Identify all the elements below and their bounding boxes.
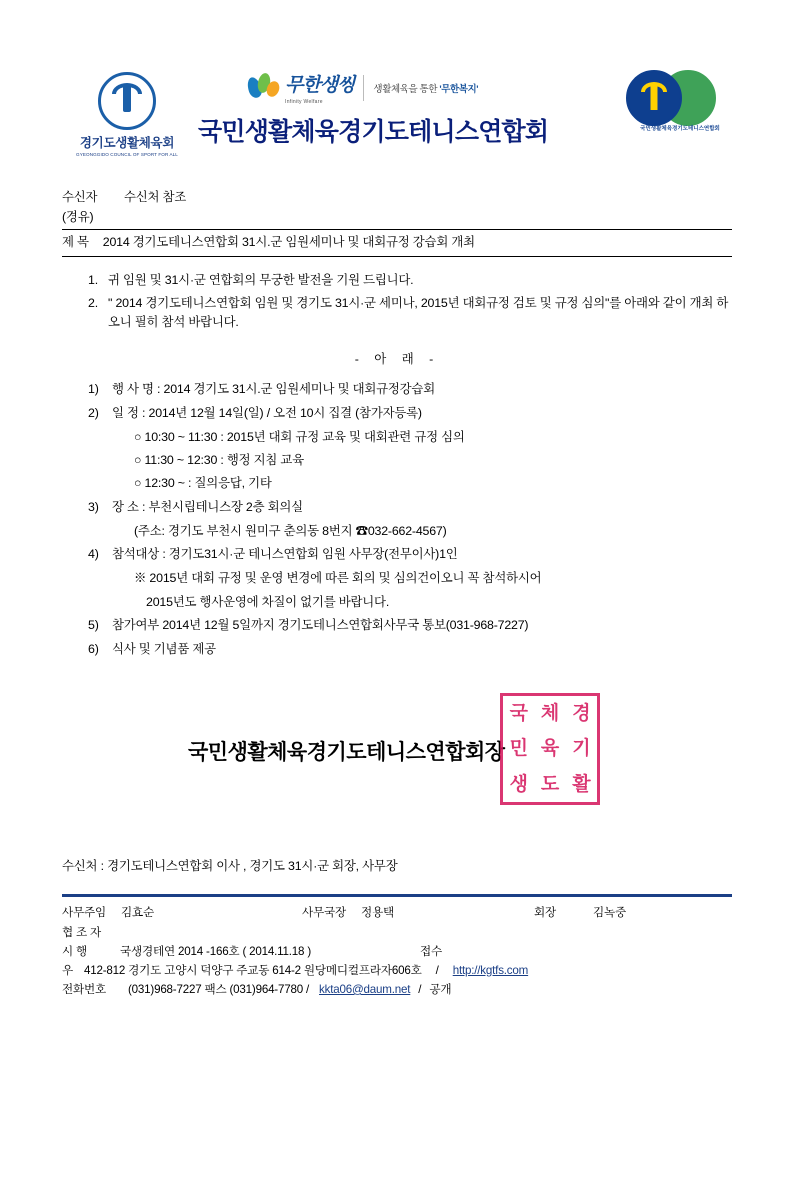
signature-block [62, 693, 732, 813]
council-name-en: GYEONGGIDO COUNCIL OF SPORT FOR ALL [76, 152, 178, 157]
official-seal-icon [500, 693, 600, 805]
detail-number: 1) [88, 381, 99, 396]
gyeonggi-council-logo [62, 72, 192, 157]
numbered-items [62, 271, 732, 333]
document-page [0, 60, 794, 1183]
subject-label: 제 목 [62, 235, 89, 250]
numbered-item [88, 294, 732, 332]
notice-line-2: 2015년도 행사운영에 차질이 없기를 바랍니다. [146, 594, 390, 609]
footer-value-clerk: 김효순 [121, 906, 155, 920]
swoosh-icon [248, 73, 282, 103]
item-number: 2. [88, 295, 98, 310]
item-text: 귀 임원 및 31시·군 연합회의 무궁한 발전을 기원 드립니다. [108, 272, 414, 287]
via-label: (경유) [62, 210, 94, 225]
footer-row-address [62, 961, 732, 980]
seal-char: 도 [540, 772, 560, 795]
seal-char: 육 [540, 737, 560, 760]
footer-label-president: 회장 [534, 906, 556, 920]
vertical-divider [363, 75, 364, 101]
detail-text: 참가여부 2014년 12월 5일까지 경기도테니스연합회사무국 통보(031-968-7227) [112, 617, 529, 632]
list-item [88, 404, 732, 423]
brand-name-en: Infinity Welfare [285, 99, 323, 105]
schedule-line: ○ 10:30 ~ 11:30 : 2015년 대회 규정 교육 및 대회관련 규정 심의 [134, 429, 465, 444]
list-item [88, 498, 732, 517]
detail-number: 3) [88, 499, 99, 514]
footer-cell [302, 903, 534, 922]
footer-label-issue: 시 행 [62, 944, 88, 958]
schedule-line: ○ 12:30 ~ : 질의응답, 기타 [134, 476, 272, 491]
footer-row-staff [62, 903, 732, 922]
footer-value-phone: (031)968-7227 팩스 (031)964-7780 / [128, 982, 310, 996]
tennis-federation-logo [626, 66, 734, 132]
document-footer [62, 894, 732, 999]
federation-logo-caption: 국민생활체육경기도테니스연합회 [640, 126, 720, 132]
seal-char: 기 [572, 737, 591, 760]
arae-header: - 아 래 - [354, 352, 440, 367]
subject-value: 2014 경기도테니스연합회 31시.군 임원세미나 및 대회규정 강습회 개최 [102, 235, 475, 250]
footer-label-cooperator: 협 조 자 [62, 925, 102, 939]
recipient-label: 수신자 [62, 190, 98, 204]
brand-tagline [373, 81, 478, 95]
item-number: 1. [88, 272, 98, 287]
seal-char: 체 [540, 702, 560, 725]
footer-value-director: 정용택 [361, 906, 395, 920]
recipients-line [62, 857, 732, 876]
recipients-label: 수신처 [62, 859, 98, 874]
detail-text: 식사 및 기념품 제공 [112, 641, 216, 656]
document-header [0, 60, 794, 160]
council-name-kr: 경기도생활체육회 [79, 136, 175, 150]
schedule-line: ○ 11:30 ~ 12:30 : 행정 지침 교육 [134, 453, 304, 468]
signature-text: 국민생활체육경기도테니스연합회장 [188, 741, 505, 765]
federation-blue-circle-icon [626, 70, 682, 126]
detail-number: 5) [88, 617, 99, 632]
footer-disclosure: 공개 [429, 982, 452, 996]
footer-cell [534, 903, 732, 922]
item-text: " 2014 경기도테니스연합회 임원 및 경기도 31시·군 세미나, 2015년 대회규정 검토 및 규정 심의"를 아래와 같이 개최 하오니 필히 참석 바랍니다. [108, 295, 729, 330]
tagline-prefix: 생활체육을 통한 [373, 83, 440, 95]
numbered-item [88, 271, 732, 290]
document-body [62, 188, 732, 876]
brand-name-kr: 무한생씽 [285, 75, 355, 96]
subject-row [62, 229, 732, 256]
list-item [88, 616, 732, 635]
footer-label-clerk: 사무주임 [62, 906, 106, 920]
footer-row-contact [62, 980, 732, 999]
venue-address: (주소: 경기도 부천시 원미구 춘의동 8번지 ☎032-662-4567) [134, 523, 447, 538]
footer-value-president: 김녹중 [593, 906, 627, 920]
footer-slash: / [435, 963, 439, 977]
footer-cell [62, 903, 302, 922]
detail-list [88, 380, 732, 660]
recipients-value: 경기도테니스연합회 이사 , 경기도 31시·군 회장, 사무장 [107, 859, 398, 874]
recipients-separator: : [100, 859, 108, 874]
email-link[interactable]: kkta06@daum.net [319, 982, 411, 996]
seal-char: 활 [572, 772, 591, 795]
footer-row-cooperator [62, 923, 732, 942]
seal-char: 국 [509, 702, 528, 725]
footer-value-address: 412-812 경기도 고양시 덕양구 주교동 614-2 원당메디컬프라자606호 [84, 963, 422, 977]
footer-value-issue: 국생경테연 2014 -166호 ( 2014.11.18 ) [120, 944, 311, 958]
seal-char: 생 [509, 772, 528, 795]
footer-label-director: 사무국장 [302, 906, 346, 920]
seal-char: 경 [572, 702, 591, 725]
recipient-value: 수신처 참조 [124, 190, 187, 204]
seal-char: 민 [509, 737, 528, 760]
list-item [88, 545, 732, 564]
recipient-line [62, 188, 732, 207]
footer-row-issue [62, 942, 732, 961]
footer-label-phone: 전화번호 [62, 982, 106, 996]
council-emblem-icon [98, 72, 156, 130]
detail-text: 일 정 : 2014년 12월 14일(일) / 오전 10시 집결 (참가자등록) [112, 405, 422, 420]
website-link[interactable]: http://kgtfs.com [452, 963, 529, 977]
tagline-strong: '무한복지' [439, 83, 479, 95]
detail-text: 참석대상 : 경기도31시·군 테니스연합회 임원 사무장(전무이사)1인 [112, 547, 458, 562]
page-title: 국민생활체육경기도테니스연합회 [198, 118, 549, 146]
footer-label-receipt: 접수 [420, 944, 442, 958]
detail-number: 6) [88, 641, 99, 656]
detail-number: 4) [88, 547, 99, 562]
footer-label-postal: 우 [62, 963, 73, 977]
detail-text: 행 사 명 : 2014 경기도 31시.군 임원세미나 및 대회규정강습회 [112, 381, 435, 396]
footer-slash: / [418, 982, 422, 996]
notice-line-1: ※ 2015년 대회 규정 및 운영 변경에 따른 회의 및 심의건이오니 꼭 참석하시어 [134, 571, 542, 586]
list-item [88, 640, 732, 659]
detail-number: 2) [88, 405, 99, 420]
list-item [88, 380, 732, 399]
detail-text: 장 소 : 부천시립테니스장 2층 회의실 [112, 499, 303, 514]
infinity-welfare-logo [248, 70, 568, 105]
